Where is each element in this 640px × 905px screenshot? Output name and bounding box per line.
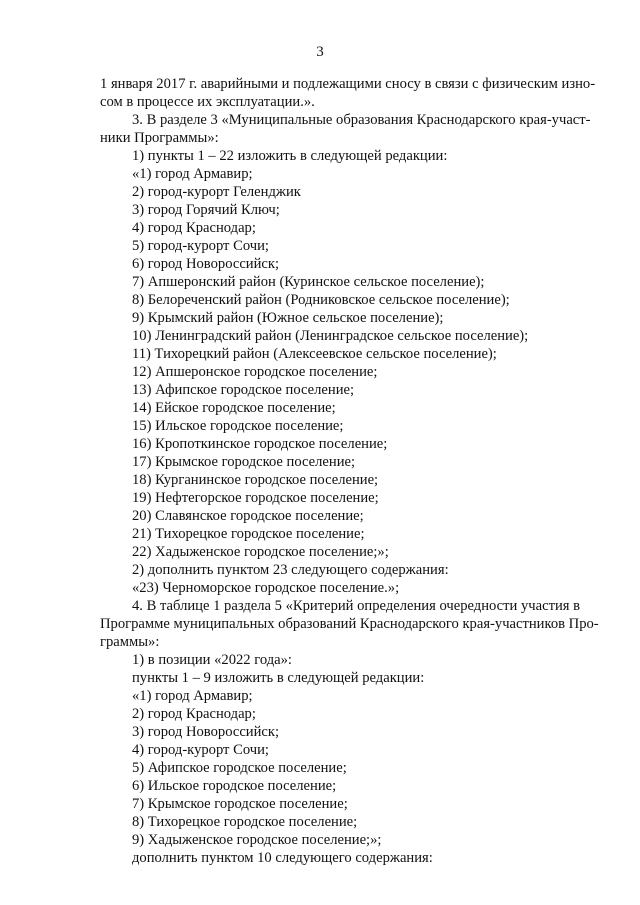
text-line: «23) Черноморское городское поселение.»; bbox=[132, 580, 400, 596]
document-body bbox=[100, 75, 614, 867]
text-line: «1) город Армавир; bbox=[132, 166, 253, 182]
text-line: пункты 1 – 9 изложить в следующей редакции: bbox=[132, 670, 425, 686]
text-line: Программе муниципальных образований Краснодарского края-участников Про- bbox=[100, 616, 599, 632]
text-line: 11) Тихорецкий район (Алексеевское сельское поселение); bbox=[132, 346, 497, 362]
text-line: 9) Крымский район (Южное сельское поселение); bbox=[132, 310, 444, 326]
text-line: 6) город Новороссийск; bbox=[132, 256, 280, 272]
text-line: 3. В разделе 3 «Муниципальные образования Краснодарского края-участ- bbox=[132, 112, 591, 128]
text-line: 14) Ейское городское поселение; bbox=[132, 400, 336, 416]
text-line: 15) Ильское городское поселение; bbox=[132, 418, 344, 434]
text-line: 12) Апшеронское городское поселение; bbox=[132, 364, 378, 380]
text-line: 7) Апшеронский район (Куринское сельское поселение); bbox=[132, 274, 485, 290]
text-line: 2) город-курорт Геленджик bbox=[132, 184, 301, 200]
text-line: 1 января 2017 г. аварийными и подлежащими сносу в связи с физическим изно- bbox=[100, 76, 596, 92]
text-line: 2) дополнить пунктом 23 следующего содержания: bbox=[132, 562, 449, 578]
text-line: 18) Курганинское городское поселение; bbox=[132, 472, 379, 488]
text-line: 13) Афипское городское поселение; bbox=[132, 382, 355, 398]
text-line: 7) Крымское городское поселение; bbox=[132, 796, 348, 812]
text-line: 22) Хадыженское городское поселение;»; bbox=[132, 544, 389, 560]
text-line: граммы»: bbox=[100, 634, 160, 650]
text-line: «1) город Армавир; bbox=[132, 688, 253, 704]
text-line: 3) город Горячий Ключ; bbox=[132, 202, 280, 218]
text-line: 3) город Новороссийск; bbox=[132, 724, 280, 740]
text-line: 16) Кропоткинское городское поселение; bbox=[132, 436, 388, 452]
text-line: 19) Нефтегорское городское поселение; bbox=[132, 490, 379, 506]
text-line: 20) Славянское городское поселение; bbox=[132, 508, 364, 524]
text-line: 6) Ильское городское поселение; bbox=[132, 778, 337, 794]
text-line: 8) Тихорецкое городское поселение; bbox=[132, 814, 358, 830]
text-line: ники Программы»: bbox=[100, 130, 219, 146]
text-line: 8) Белореченский район (Родниковское сельское поселение); bbox=[132, 292, 510, 308]
page-number: 3 bbox=[316, 44, 324, 60]
text-line: дополнить пунктом 10 следующего содержания: bbox=[132, 850, 433, 866]
text-line: 2) город Краснодар; bbox=[132, 706, 256, 722]
text-line: 5) Афипское городское поселение; bbox=[132, 760, 347, 776]
text-line: 1) пункты 1 – 22 изложить в следующей редакции: bbox=[132, 148, 448, 164]
text-line: 4. В таблице 1 раздела 5 «Критерий определения очередности участия в bbox=[132, 598, 581, 614]
text-line: 1) в позиции «2022 года»: bbox=[132, 652, 292, 668]
text-line: сом в процессе их эксплуатации.». bbox=[100, 94, 315, 110]
text-line: 9) Хадыженское городское поселение;»; bbox=[132, 832, 382, 848]
text-line: 5) город-курорт Сочи; bbox=[132, 238, 269, 254]
text-line: 21) Тихорецкое городское поселение; bbox=[132, 526, 365, 542]
text-line: 4) город Краснодар; bbox=[132, 220, 256, 236]
text-line: 4) город-курорт Сочи; bbox=[132, 742, 269, 758]
text-line: 10) Ленинградский район (Ленинградское сельское поселение); bbox=[132, 328, 529, 344]
text-line: 17) Крымское городское поселение; bbox=[132, 454, 356, 470]
